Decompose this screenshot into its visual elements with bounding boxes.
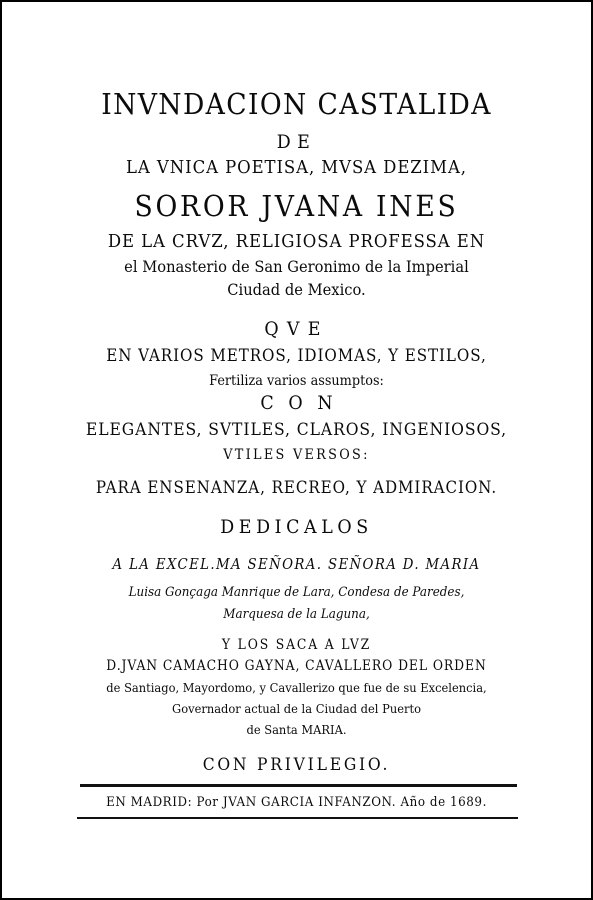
- publisher-name: D.JVAN CAMACHO GAYNA, CAVALLERO DEL ORDEN: [106, 658, 487, 674]
- que-line: QVE: [264, 318, 329, 340]
- dedicatee-line: A LA EXCEL.MA SEÑORA. SEÑORA D. MARIA: [112, 557, 481, 573]
- imprint-rule-top: [80, 784, 517, 787]
- adjectives-line: ELEGANTES, SVTILES, CLAROS, INGENIOSOS,: [85, 420, 508, 440]
- versos-line: VTILES VERSOS:: [223, 447, 370, 463]
- publisher-office: Governador actual de la Ciudad del Puerto: [172, 701, 421, 716]
- author-order: DE LA CRVZ, RELIGIOSA PROFESSA EN: [107, 231, 486, 252]
- dedicatee-name: Luisa Gonçaga Manrique de Lara, Condesa de Paredes,: [128, 585, 465, 600]
- publisher-intro: Y LOS SACA A LVZ: [221, 637, 372, 653]
- subtitle-line: LA VNICA POETISA, MVSA DEZIMA,: [126, 157, 467, 178]
- author-name: SOROR JVANA INES: [134, 189, 459, 223]
- metros-line: EN VARIOS METROS, IDIOMAS, Y ESTILOS,: [106, 346, 487, 365]
- title-preposition: DE: [276, 131, 317, 153]
- publisher-title: de Santiago, Mayordomo, y Cavallerizo que fue de su Excelencia,: [106, 680, 487, 695]
- main-title: INVNDACION CASTALIDA: [101, 87, 492, 121]
- dedicatee-title: Marquesa de la Laguna,: [223, 607, 370, 622]
- fertiliza-line: Fertiliza varios assumptos:: [209, 373, 384, 389]
- con-line: CON: [260, 392, 348, 414]
- city-line: Ciudad de Mexico.: [227, 280, 366, 299]
- imprint-rule-bottom: [77, 817, 518, 819]
- dedication-heading: DEDICALOS: [220, 516, 373, 538]
- publisher-place: de Santa MARIA.: [246, 722, 347, 737]
- monastery-line: el Monasterio de San Geronimo de la Imperial: [124, 257, 469, 276]
- privilege-line: CON PRIVILEGIO.: [202, 755, 391, 775]
- imprint-line: EN MADRID: Por JVAN GARCIA INFANZON. Año de 1689.: [106, 795, 487, 810]
- purpose-line: PARA ENSENANZA, RECREO, Y ADMIRACION.: [95, 478, 498, 497]
